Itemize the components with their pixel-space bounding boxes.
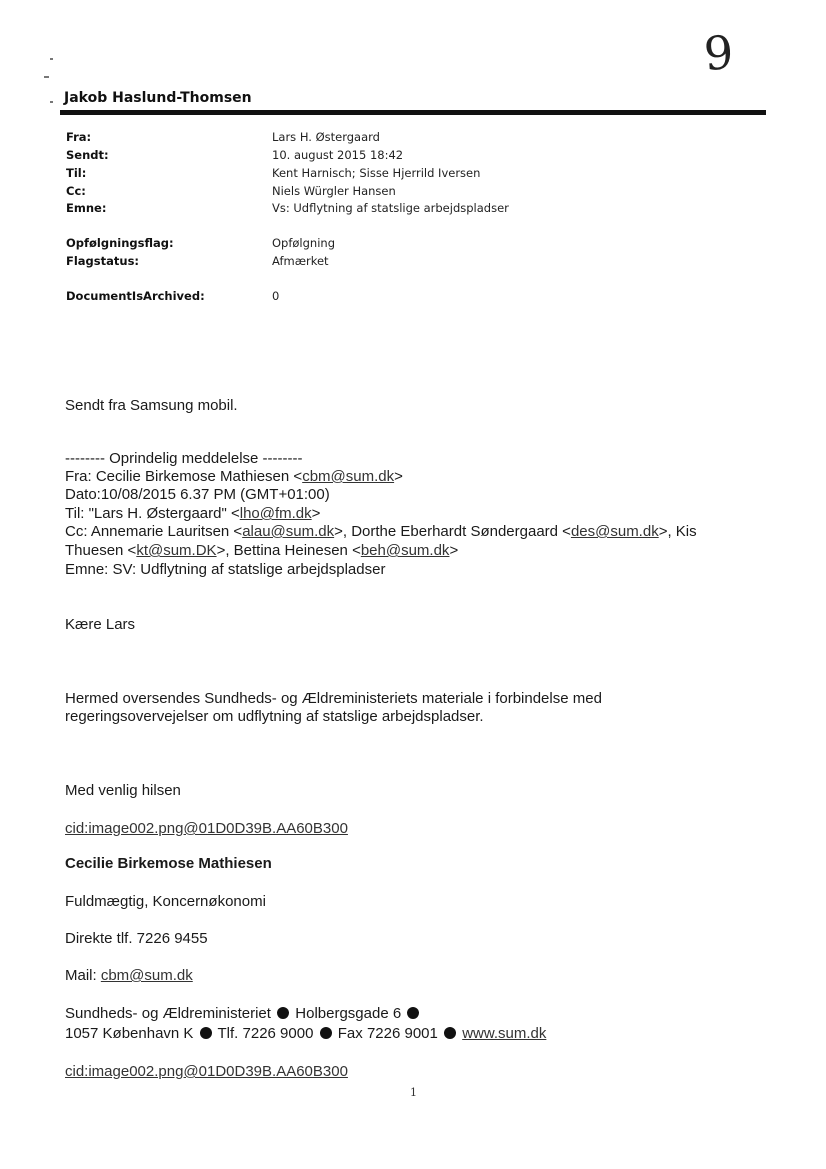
bullet-dot-icon: [407, 1007, 419, 1019]
sent-label: Sendt:: [66, 148, 109, 162]
to-label: Til:: [66, 166, 87, 180]
subject-value: Vs: Udflytning af statslige arbejdspladser: [272, 201, 509, 215]
original-message-divider: -------- Oprindelig meddelelse --------: [65, 450, 303, 467]
direct-phone: Direkte tlf. 7226 9455: [65, 930, 208, 947]
to-value: Kent Harnisch; Sisse Hjerrild Iversen: [272, 166, 481, 180]
scan-speck: [50, 58, 53, 60]
cc-label: Cc:: [66, 184, 86, 198]
archived-label: DocumentIsArchived:: [66, 289, 205, 303]
address-line-2: 1057 København K Tlf. 7226 9000 Fax 7226 9001 www.sum.dk: [65, 1025, 547, 1042]
website-link[interactable]: www.sum.dk: [462, 1025, 547, 1042]
header-divider: [60, 110, 766, 115]
image-cid-link-2[interactable]: cid:image002.png@01D0D39B.AA60B300: [65, 1063, 348, 1080]
flag-status-value: Afmærket: [272, 254, 329, 268]
original-cc: Cc: Annemarie Lauritsen <alau@sum.dk>, Dorthe Eberhardt Søndergaard <des@sum.dk>, Kis: [65, 523, 697, 540]
email-link[interactable]: des@sum.dk: [570, 523, 659, 540]
sent-from-mobile: Sendt fra Samsung mobil.: [65, 397, 238, 414]
scan-speck: [44, 76, 49, 78]
email-link[interactable]: cbm@sum.dk: [302, 468, 395, 485]
email-link[interactable]: alau@sum.dk: [242, 523, 335, 540]
handwritten-page-number: 9: [702, 25, 736, 81]
image-cid-link[interactable]: cid:image002.png@01D0D39B.AA60B300: [65, 820, 348, 837]
followup-flag-label: Opfølgningsflag:: [66, 236, 174, 250]
email-link[interactable]: kt@sum.DK: [136, 542, 217, 559]
email-link[interactable]: cbm@sum.dk: [100, 967, 193, 984]
message-paragraph-line-2: regeringsovervejelser om udflytning af statslige arbejdspladser.: [65, 708, 484, 725]
greeting: Kære Lars: [65, 616, 136, 633]
cc-value: Niels Würgler Hansen: [272, 184, 396, 198]
email-link[interactable]: lho@fm.dk: [239, 505, 312, 522]
mail-line: Mail: cbm@sum.dk: [65, 967, 193, 984]
bullet-dot-icon: [200, 1027, 212, 1039]
followup-flag-value: Opfølgning: [272, 236, 336, 250]
flag-status-label: Flagstatus:: [66, 254, 140, 268]
original-date: Dato:10/08/2015 6.37 PM (GMT+01:00): [65, 486, 330, 503]
address-line-1: Sundheds- og Ældreministeriet Holbergsgade 6: [65, 1005, 421, 1024]
subject-label: Emne:: [66, 201, 107, 215]
bullet-dot-icon: [320, 1027, 332, 1039]
signature-name: Cecilie Birkemose Mathiesen: [65, 855, 272, 872]
from-label: Fra:: [66, 130, 92, 144]
sent-value: 10. august 2015 18:42: [272, 148, 404, 162]
from-value: Lars H. Østergaard: [272, 130, 380, 144]
scan-speck: [50, 101, 53, 103]
bullet-dot-icon: [277, 1007, 289, 1019]
original-from: Fra: Cecilie Birkemose Mathiesen <cbm@sum.dk>: [65, 468, 403, 485]
bullet-dot-icon: [444, 1027, 456, 1039]
original-subject: Emne: SV: Udflytning af statslige arbejdspladser: [65, 561, 386, 578]
page-number: 1: [410, 1086, 417, 1099]
message-paragraph-line-1: Hermed oversendes Sundheds- og Ældreministeriets materiale i forbindelse med: [65, 690, 602, 707]
closing: Med venlig hilsen: [65, 782, 181, 799]
email-link[interactable]: beh@sum.dk: [360, 542, 450, 559]
archived-value: 0: [272, 289, 280, 303]
mailbox-owner-name: Jakob Haslund-Thomsen: [64, 90, 252, 106]
original-to: Til: "Lars H. Østergaard" <lho@fm.dk>: [65, 505, 321, 522]
signature-title: Fuldmægtig, Koncernøkonomi: [65, 893, 266, 910]
original-cc-continued: Thuesen <kt@sum.DK>, Bettina Heinesen <beh@sum.dk>: [65, 542, 459, 559]
